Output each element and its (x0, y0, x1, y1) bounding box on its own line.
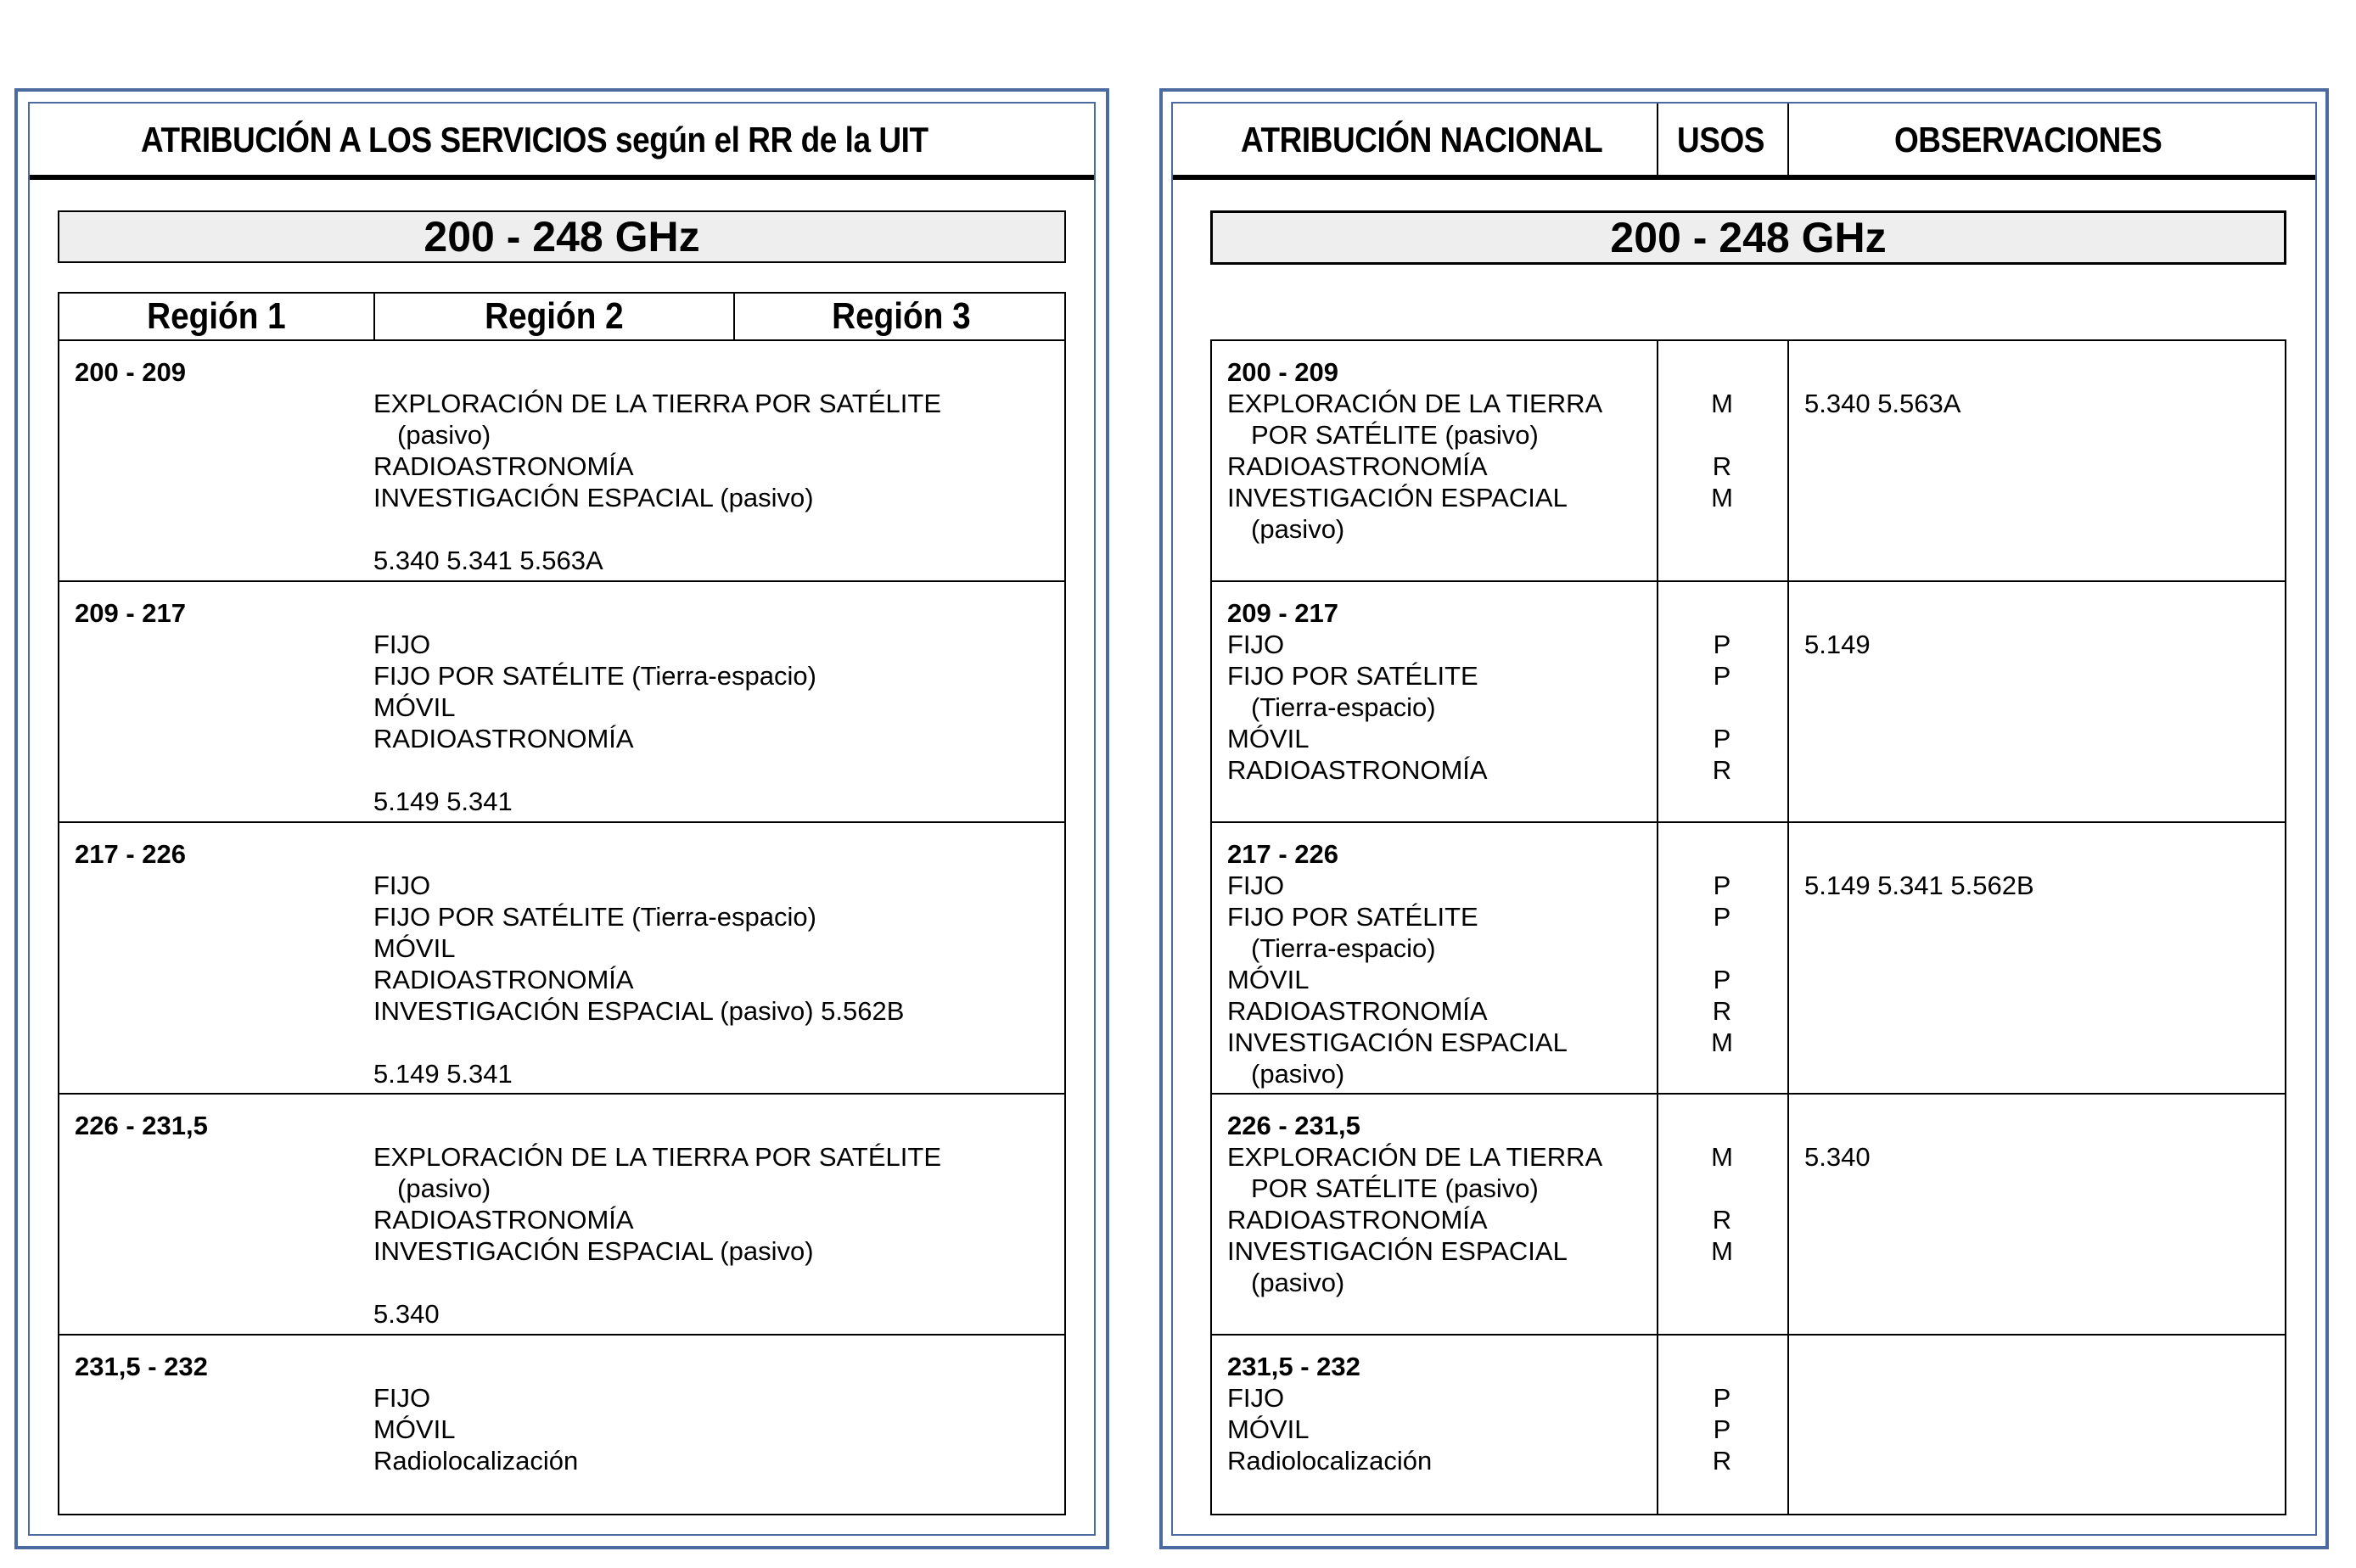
right-service-line: RADIOASTRONOMÍA (1227, 996, 1488, 1026)
left-band-range: 200 - 209 (75, 357, 186, 387)
left-service-line: RADIOASTRONOMÍA (373, 724, 634, 753)
right-service-line: INVESTIGACIÓN ESPACIAL (1227, 1236, 1568, 1266)
right-observaciones: 5.340 (1804, 1142, 1871, 1172)
left-header-rule (30, 175, 1094, 180)
right-service-line: Radiolocalización (1227, 1446, 1433, 1476)
left-band-range: 226 - 231,5 (75, 1111, 208, 1140)
right-service-line: FIJO (1227, 1383, 1285, 1413)
region-2-header: Región 2 (373, 294, 733, 339)
right-service-line: INVESTIGACIÓN ESPACIAL (1227, 483, 1568, 512)
left-service-line: FIJO POR SATÉLITE (Tierra-espacio) (373, 661, 816, 691)
left-service-line: FIJO (373, 630, 431, 659)
right-service-line: FIJO (1227, 871, 1285, 900)
left-service-line: FIJO (373, 1383, 431, 1413)
left-service-line: Radiolocalización (373, 1446, 579, 1476)
right-service-line: POR SATÉLITE (pasivo) (1251, 1173, 1539, 1203)
right-row-separator (1212, 580, 2285, 582)
right-uso-code: P (1713, 661, 1731, 691)
right-header-divider-1 (1657, 104, 1658, 176)
right-column-divider-usos (1657, 341, 1658, 1514)
right-header-usos: USOS (1677, 120, 1764, 160)
left-row-separator (59, 1334, 1064, 1336)
right-band-range: 200 - 209 (1227, 357, 1338, 387)
left-row-separator (59, 821, 1064, 823)
right-uso-code: R (1712, 755, 1732, 785)
left-band-title: 200 - 248 GHz (58, 210, 1066, 263)
right-uso-code: M (1711, 1142, 1733, 1172)
left-footnotes: 5.340 (373, 1299, 440, 1329)
right-band-range: 226 - 231,5 (1227, 1111, 1360, 1140)
left-service-line: (pasivo) (397, 1173, 491, 1203)
right-observaciones: 5.149 (1804, 630, 1871, 659)
left-footnotes: 5.340 5.341 5.563A (373, 546, 603, 575)
right-service-line: (pasivo) (1251, 514, 1345, 544)
right-service-line: POR SATÉLITE (pasivo) (1251, 420, 1539, 450)
right-uso-code: M (1711, 1236, 1733, 1266)
right-band-range: 217 - 226 (1227, 839, 1338, 869)
left-footnotes: 5.149 5.341 (373, 1059, 513, 1089)
left-service-line: FIJO POR SATÉLITE (Tierra-espacio) (373, 902, 816, 932)
right-uso-code: P (1713, 1414, 1731, 1444)
right-service-line: RADIOASTRONOMÍA (1227, 451, 1488, 481)
left-service-line: EXPLORACIÓN DE LA TIERRA POR SATÉLITE (373, 1142, 941, 1172)
right-band-range: 231,5 - 232 (1227, 1352, 1360, 1381)
left-service-line: FIJO (373, 871, 431, 900)
right-uso-code: R (1712, 1205, 1732, 1235)
right-uso-code: P (1713, 1383, 1731, 1413)
right-row-separator (1212, 821, 2285, 823)
right-header-atribucion: ATRIBUCIÓN NACIONAL (1241, 120, 1603, 160)
right-uso-code: P (1713, 965, 1731, 994)
left-service-line: EXPLORACIÓN DE LA TIERRA POR SATÉLITE (373, 389, 941, 418)
right-service-line: EXPLORACIÓN DE LA TIERRA (1227, 389, 1603, 418)
right-service-line: (Tierra-espacio) (1251, 692, 1436, 722)
region-header-row (58, 292, 1066, 339)
left-service-line: MÓVIL (373, 1414, 456, 1444)
left-footnotes: 5.149 5.341 (373, 787, 513, 816)
left-service-line: RADIOASTRONOMÍA (373, 451, 634, 481)
right-row-separator (1212, 1093, 2285, 1095)
left-service-line: INVESTIGACIÓN ESPACIAL (pasivo) (373, 483, 814, 512)
left-band-range: 217 - 226 (75, 839, 186, 869)
right-uso-code: R (1712, 996, 1732, 1026)
left-service-line: MÓVIL (373, 692, 456, 722)
right-service-line: MÓVIL (1227, 1414, 1310, 1444)
left-service-line: RADIOASTRONOMÍA (373, 1205, 634, 1235)
right-service-line: RADIOASTRONOMÍA (1227, 1205, 1488, 1235)
right-uso-code: P (1713, 902, 1731, 932)
right-observaciones: 5.340 5.563A (1804, 389, 1961, 418)
right-uso-code: R (1712, 1446, 1732, 1476)
right-service-line: (pasivo) (1251, 1268, 1345, 1297)
left-band-range: 209 - 217 (75, 598, 186, 628)
left-band-range: 231,5 - 232 (75, 1352, 208, 1381)
right-service-line: RADIOASTRONOMÍA (1227, 755, 1488, 785)
left-service-line: RADIOASTRONOMÍA (373, 965, 634, 994)
right-band-title: 200 - 248 GHz (1210, 210, 2286, 265)
right-uso-code: M (1711, 483, 1733, 512)
right-observaciones: 5.149 5.341 5.562B (1804, 871, 2034, 900)
right-column-divider-obs (1787, 341, 1789, 1514)
right-allocation-table (1210, 339, 2286, 1515)
region-3-header: Región 3 (733, 294, 1068, 339)
right-service-line: (pasivo) (1251, 1059, 1345, 1089)
right-uso-code: P (1713, 724, 1731, 753)
left-row-separator (59, 1093, 1064, 1095)
right-service-line: FIJO POR SATÉLITE (1227, 661, 1478, 691)
right-uso-code: R (1712, 451, 1732, 481)
right-band-range: 209 - 217 (1227, 598, 1338, 628)
right-service-line: INVESTIGACIÓN ESPACIAL (1227, 1028, 1568, 1057)
right-service-line: MÓVIL (1227, 965, 1310, 994)
right-header-divider-2 (1787, 104, 1789, 176)
left-panel-header: ATRIBUCIÓN A LOS SERVICIOS según el RR de la UIT (141, 120, 928, 160)
left-row-separator (59, 580, 1064, 582)
right-row-separator (1212, 1334, 2285, 1336)
right-uso-code: P (1713, 871, 1731, 900)
right-service-line: (Tierra-espacio) (1251, 933, 1436, 963)
left-allocation-table (58, 339, 1066, 1515)
left-service-line: INVESTIGACIÓN ESPACIAL (pasivo) (373, 1236, 814, 1266)
right-header-observaciones: OBSERVACIONES (1894, 120, 2162, 160)
right-service-line: MÓVIL (1227, 724, 1310, 753)
left-service-line: (pasivo) (397, 420, 491, 450)
right-header-rule (1173, 175, 2315, 180)
right-service-line: FIJO POR SATÉLITE (1227, 902, 1478, 932)
right-service-line: EXPLORACIÓN DE LA TIERRA (1227, 1142, 1603, 1172)
region-1-header: Región 1 (147, 295, 286, 337)
right-uso-code: M (1711, 1028, 1733, 1057)
right-service-line: FIJO (1227, 630, 1285, 659)
right-uso-code: P (1713, 630, 1731, 659)
left-service-line: INVESTIGACIÓN ESPACIAL (pasivo) 5.562B (373, 996, 905, 1026)
left-service-line: MÓVIL (373, 933, 456, 963)
right-uso-code: M (1711, 389, 1733, 418)
